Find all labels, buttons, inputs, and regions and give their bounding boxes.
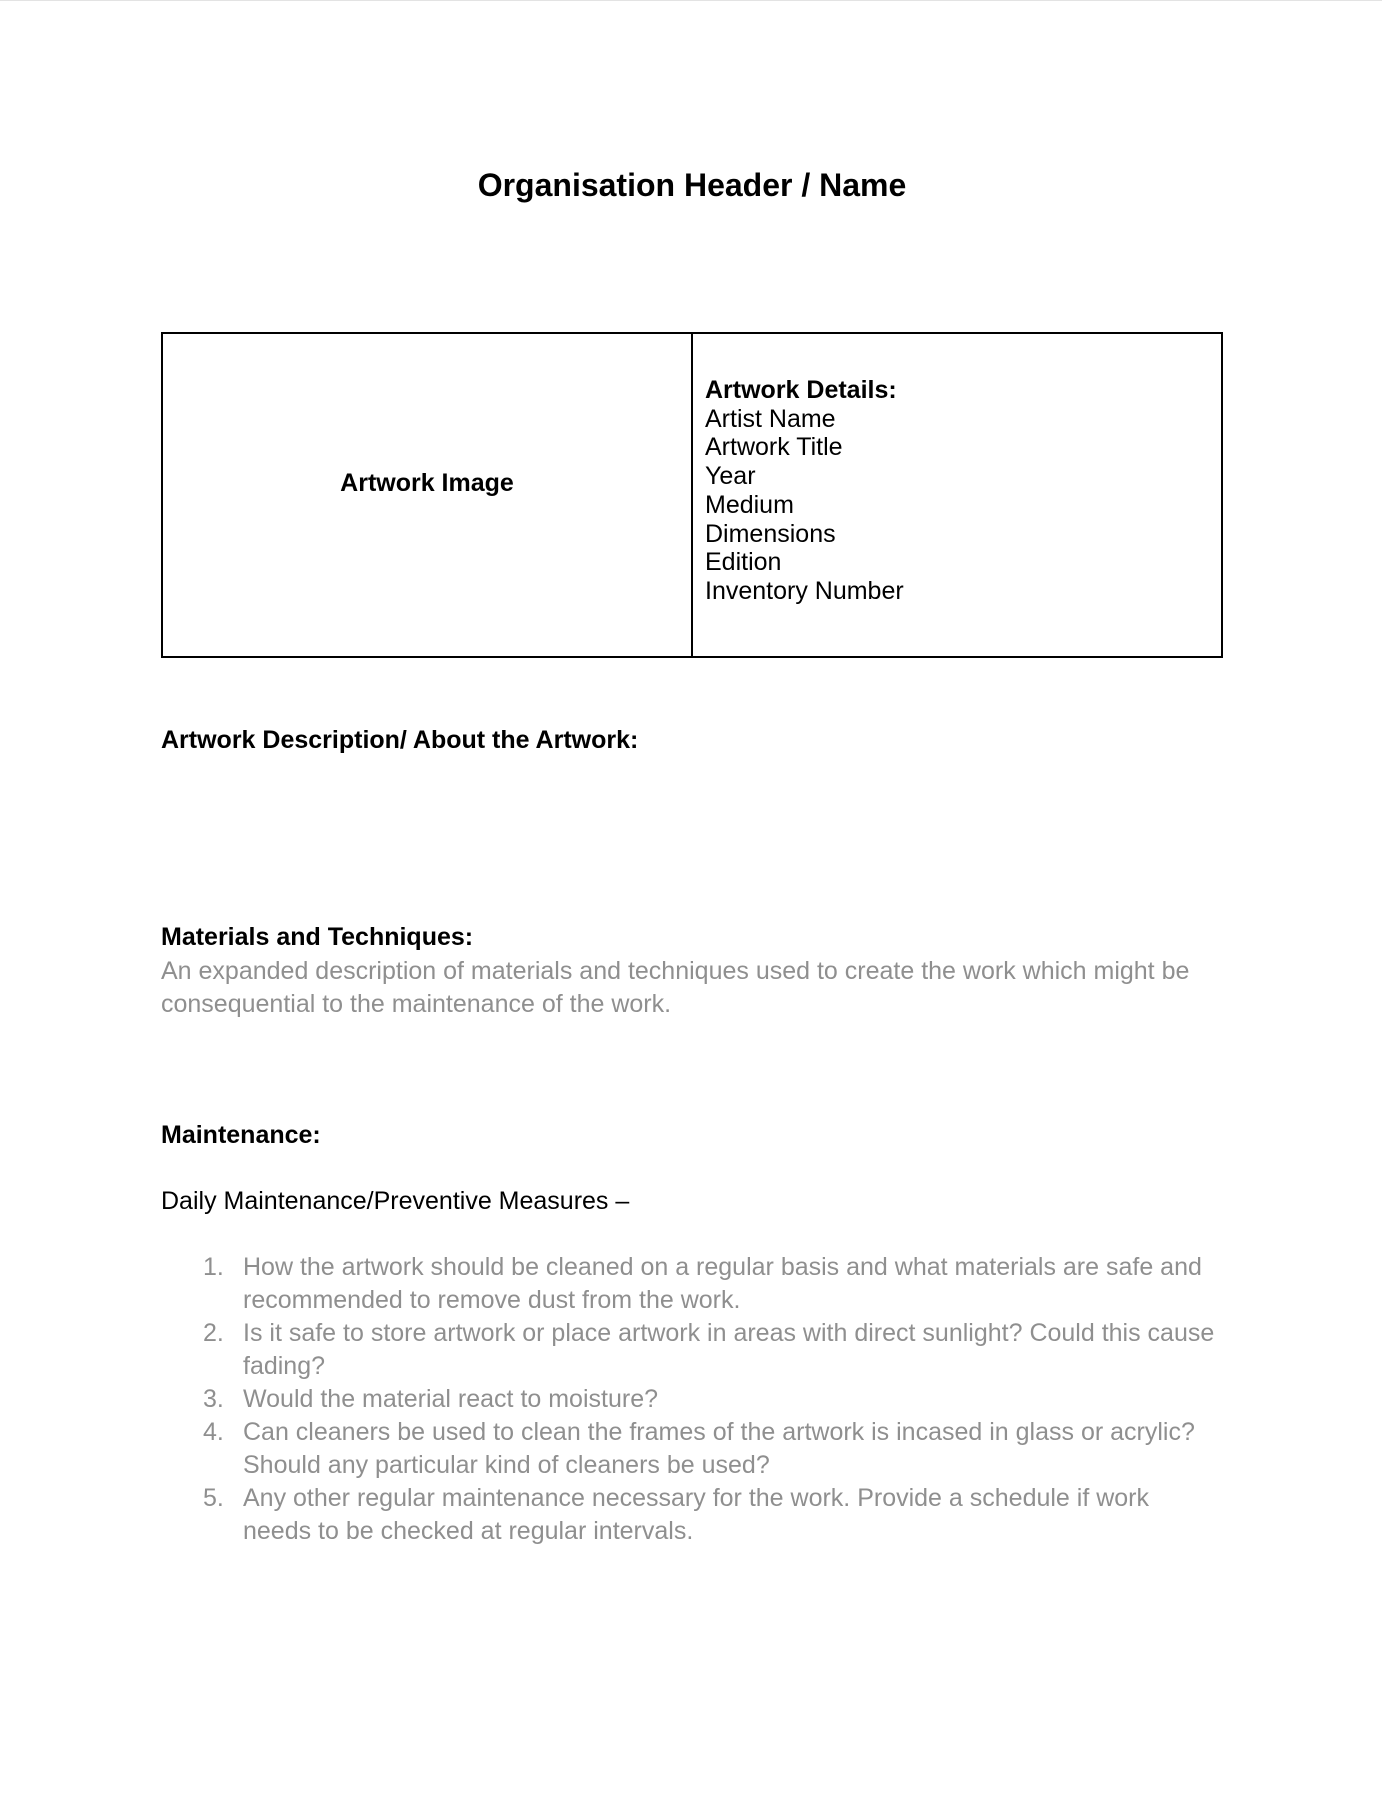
list-item-text: Is it safe to store artwork or place artwork in areas with direct sunlight? Could this cause fading? <box>243 1319 1215 1380</box>
list-item-text: Can cleaners be used to clean the frames of the artwork is incased in glass or acrylic? Should any particular kind of cleaners be used? <box>243 1418 1195 1479</box>
list-item <box>161 1251 1223 1317</box>
artwork-detail-medium: Medium <box>705 490 794 519</box>
list-item <box>161 1317 1223 1383</box>
list-item-text: Any other regular maintenance necessary for the work. Provide a schedule if work needs to be checked at regular intervals. <box>243 1484 1150 1545</box>
artwork-image-label: Artwork Image <box>340 468 514 497</box>
description-heading: Artwork Description/ About the Artwork: <box>161 726 639 754</box>
artwork-details-cell <box>693 334 1221 656</box>
artwork-image-cell <box>163 334 693 656</box>
page-top-rule <box>0 0 1382 1</box>
materials-text: An expanded description of materials and techniques used to create the work which might be consequential to the maintenance of the work. <box>161 957 1190 1018</box>
list-item <box>161 1383 1223 1416</box>
list-item-number: 1. <box>203 1253 224 1281</box>
list-item <box>161 1416 1223 1482</box>
list-item-number: 3. <box>203 1385 224 1413</box>
list-item-number: 5. <box>203 1484 224 1512</box>
artwork-detail-dimensions: Dimensions <box>705 519 836 548</box>
artwork-table <box>161 332 1223 658</box>
artwork-detail-artist-name: Artist Name <box>705 404 836 433</box>
list-item-text: Would the material react to moisture? <box>243 1385 659 1413</box>
list-item <box>161 1482 1223 1548</box>
artwork-detail-inventory-number: Inventory Number <box>705 576 904 605</box>
materials-heading: Materials and Techniques: <box>161 923 474 951</box>
list-item-number: 2. <box>203 1319 224 1347</box>
maintenance-list <box>161 1251 1223 1548</box>
list-item-text: How the artwork should be cleaned on a regular basis and what materials are safe and recommended to remove dust from the work. <box>243 1253 1202 1314</box>
artwork-detail-artwork-title: Artwork Title <box>705 433 843 462</box>
page-title: Organisation Header / Name <box>477 167 907 203</box>
list-item-number: 4. <box>203 1418 224 1446</box>
maintenance-subheading: Daily Maintenance/Preventive Measures – <box>161 1187 630 1215</box>
maintenance-heading: Maintenance: <box>161 1121 321 1149</box>
artwork-detail-year: Year <box>705 462 756 491</box>
artwork-details-heading: Artwork Details: <box>705 376 897 404</box>
artwork-detail-edition: Edition <box>705 548 782 577</box>
